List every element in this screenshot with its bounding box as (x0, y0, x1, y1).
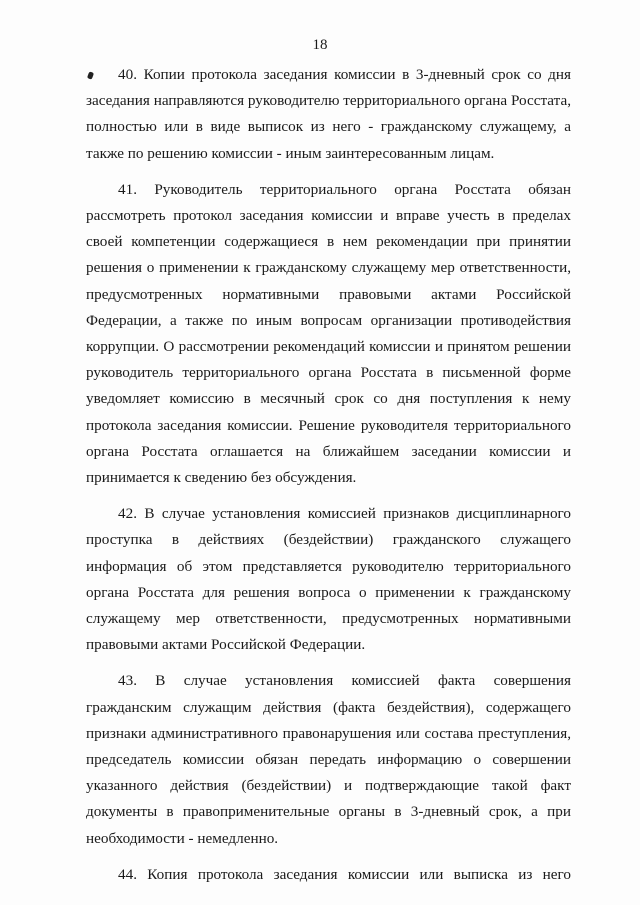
paragraph-44: 44. Копия протокола заседания комиссии или выписка из него (118, 865, 571, 883)
document-body (86, 62, 571, 898)
paragraph-43: 43. В случае установления комиссией факта совершения гражданским служащим действия (факта бездействия), содержащего признаки административного правонарушения или состава преступления, председатель комиссии обязан передать информацию о совершении указанного действия (бездействии) и подтверждающие такой факт документы в правоприменительные органы в 3-дневный срок, а при необходимости - немедленно. (86, 672, 571, 847)
paragraph-41: 41. Руководитель территориального органа Росстата обязан рассмотреть протокол заседания комиссии и вправе учесть в пределах своей компетенции содержащиеся в нем рекомендации при принятии решения о применении к гражданскому служащему мер ответственности, предусмотренных нормативными правовыми актами Российской Федерации, а также по иным вопросам организации противодействия коррупции. О рассмотрении рекомендаций комиссии и принятом решении руководитель территориального органа Росстата в письменной форме уведомляет комиссию в месячный срок со дня поступления к нему протокола заседания комиссии. Решение руководителя территориального органа Росстата оглашается на ближайшем заседании комиссии и принимается к сведению без обсуждения. (86, 180, 571, 487)
page-number: 18 (312, 37, 328, 53)
paragraph-40: 40. Копии протокола заседания комиссии в 3-дневный срок со дня заседания направляются руководителю территориального органа Росстата, полностью или в виде выписок из него - гражданскому служащему, а также по решению комиссии - иным заинтересованным лицам. (86, 66, 571, 162)
paragraph-42: 42. В случае установления комиссией признаков дисциплинарного проступка в действиях (бездействии) гражданского служащего информация об этом представляется руководителю территориального органа Росстата для решения вопроса о применении к гражданскому служащему мер ответственности, предусмотренных нормативными правовыми актами Российской Федерации. (86, 505, 571, 654)
